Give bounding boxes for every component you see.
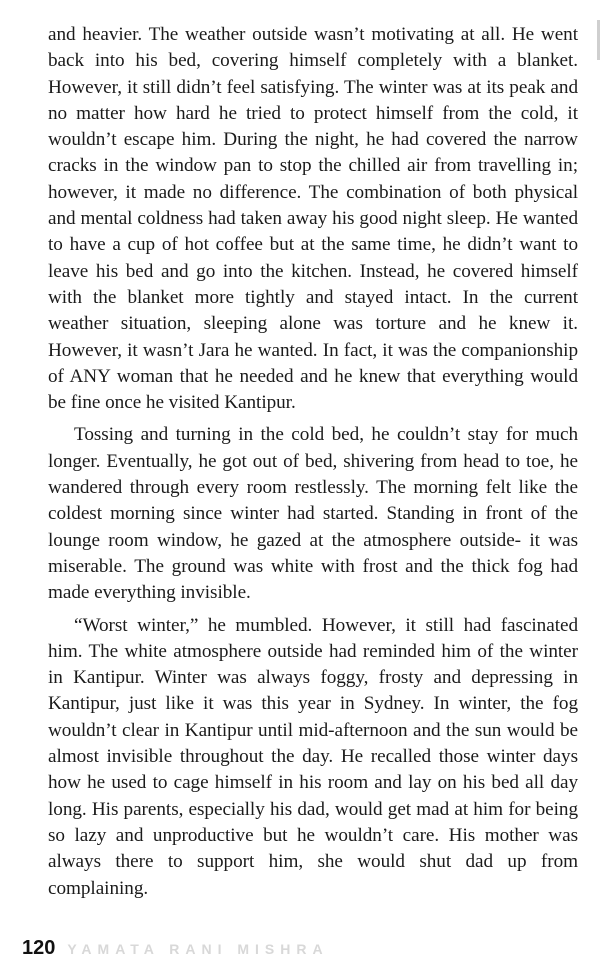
- running-head-author: YAMATA RANI MISHRA: [67, 941, 329, 957]
- page-number: 120: [22, 937, 56, 959]
- paragraph-1: and heavier. The weather outside wasn’t motivating at all. He went back into his bed, covering himself completely with a blanket. However, it still didn’t feel satisfying. The winter was at its peak and no matter how hard he tried to protect himself from the cold, it wouldn’t escape him. During the night, he had covered the narrow cracks in the window pan to stop the chilled air from travelling in; however, it made no difference. The combination of both physical and mental coldness had taken away his good night sleep. He wanted to have a cup of hot coffee but at the same time, he didn’t want to leave his bed and go into the kitchen. Instead, he covered himself with the blanket more tightly and stayed intact. In the current weather situation, sleeping alone was torture and he knew it. However, it wasn’t Jara he wanted. In fact, it was the companionship of ANY woman that he needed and he knew that everything would be fine once he visited Kantipur.: [48, 24, 578, 414]
- page-footer: [22, 937, 329, 961]
- paragraph-3: “Worst winter,” he mumbled. However, it still had fascinated him. The white atmosphere outside had reminded him of the winter in Kantipur. Winter was always foggy, frosty and depressing in Kantipur, just like it was this year in Sydney. In winter, the fog wouldn’t clear in Kantipur until mid-afternoon and the sun would be almost invisible throughout the day. He recalled those winter days how he used to cage himself in his room and lay on his bed all day long. His parents, especially his dad, would get mad at him for being so lazy and unproductive but he wouldn’t care. His mother was always there to support him, she would shut dad up from complaining.: [48, 614, 578, 899]
- body-text: [48, 22, 578, 902]
- paragraph-2: Tossing and turning in the cold bed, he couldn’t stay for much longer. Eventually, he got out of bed, shivering from head to toe, he wandered through every room restlessly. The morning felt like the coldest morning since winter had started. Standing in front of the lounge room window, he gazed at the atmosphere outside- it was miserable. The ground was white with frost and the thick fog had made everything invisible.: [48, 424, 578, 604]
